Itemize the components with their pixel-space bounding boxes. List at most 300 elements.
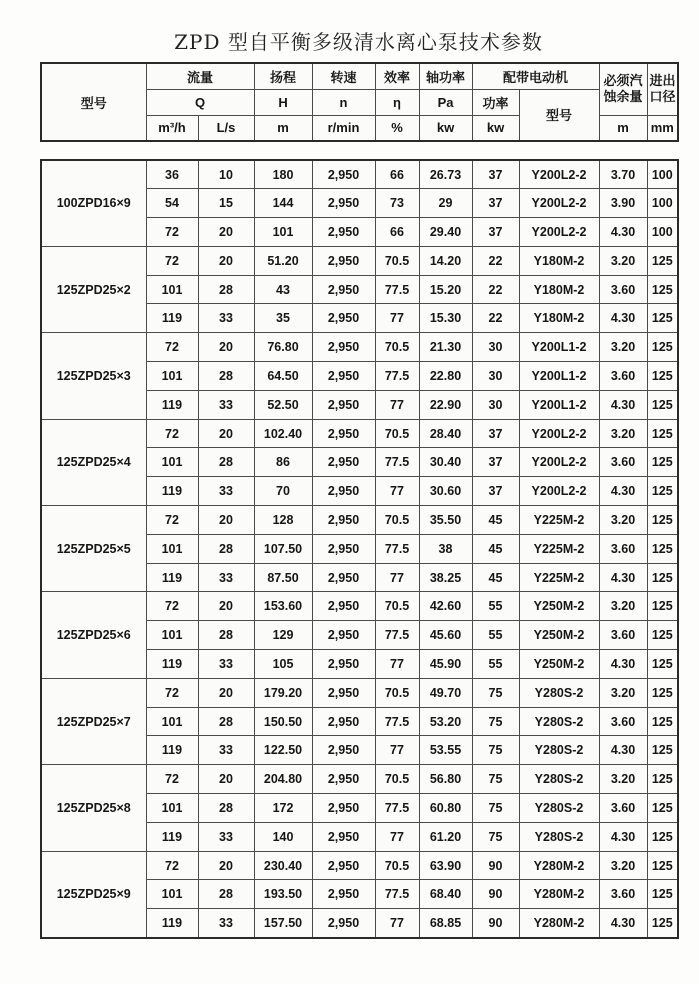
efficiency-cell: 77 — [375, 736, 419, 765]
motor-model-cell: Y280S-2 — [519, 794, 599, 823]
efficiency-cell: 77.5 — [375, 362, 419, 391]
header-efficiency: 效率 — [375, 63, 419, 89]
header-head-unit: m — [254, 115, 312, 141]
header-flow-unit-m3h: m³/h — [146, 115, 198, 141]
motor-model-cell: Y200L2-2 — [519, 160, 599, 189]
port-cell: 125 — [647, 275, 678, 304]
efficiency-cell: 73 — [375, 189, 419, 218]
shaft-power-cell: 60.80 — [419, 794, 472, 823]
speed-cell: 2,950 — [312, 160, 375, 189]
flow-m3h-cell: 72 — [146, 333, 198, 362]
motor-model-cell: Y200L1-2 — [519, 390, 599, 419]
port-cell: 125 — [647, 678, 678, 707]
flow-ls-cell: 28 — [198, 794, 254, 823]
motor-model-cell: Y250M-2 — [519, 592, 599, 621]
speed-cell: 2,950 — [312, 362, 375, 391]
pump-table-body — [40, 159, 679, 939]
shaft-power-cell: 45.90 — [419, 650, 472, 679]
header-port — [647, 63, 678, 115]
motor-power-cell: 45 — [472, 534, 519, 563]
efficiency-cell: 77 — [375, 563, 419, 592]
motor-power-cell: 75 — [472, 765, 519, 794]
flow-m3h-cell: 101 — [146, 880, 198, 909]
shaft-power-cell: 30.40 — [419, 448, 472, 477]
flow-m3h-cell: 72 — [146, 678, 198, 707]
flow-m3h-cell: 119 — [146, 304, 198, 333]
efficiency-cell: 77 — [375, 390, 419, 419]
flow-ls-cell: 28 — [198, 275, 254, 304]
motor-model-cell: Y280S-2 — [519, 765, 599, 794]
npsh-cell: 3.20 — [599, 506, 647, 535]
table-row — [41, 765, 678, 794]
efficiency-cell: 77.5 — [375, 534, 419, 563]
head-cell: 150.50 — [254, 707, 312, 736]
efficiency-cell: 77.5 — [375, 707, 419, 736]
shaft-power-cell: 14.20 — [419, 246, 472, 275]
pump-model-cell: 125ZPD25×5 — [41, 506, 146, 592]
efficiency-cell: 70.5 — [375, 592, 419, 621]
speed-cell: 2,950 — [312, 765, 375, 794]
shaft-power-cell: 68.85 — [419, 909, 472, 938]
head-cell: 101 — [254, 218, 312, 247]
motor-power-cell: 22 — [472, 275, 519, 304]
head-cell: 157.50 — [254, 909, 312, 938]
shaft-power-cell: 35.50 — [419, 506, 472, 535]
motor-model-cell: Y280S-2 — [519, 736, 599, 765]
motor-power-cell: 75 — [472, 707, 519, 736]
flow-m3h-cell: 101 — [146, 534, 198, 563]
head-cell: 172 — [254, 794, 312, 823]
efficiency-cell: 77.5 — [375, 794, 419, 823]
port-cell: 125 — [647, 592, 678, 621]
header-npsh-line1: 必须汽 — [603, 73, 643, 88]
motor-power-cell: 37 — [472, 448, 519, 477]
speed-cell: 2,950 — [312, 592, 375, 621]
flow-m3h-cell: 101 — [146, 707, 198, 736]
port-cell: 125 — [647, 246, 678, 275]
shaft-power-cell: 26.73 — [419, 160, 472, 189]
port-cell: 125 — [647, 506, 678, 535]
efficiency-cell: 77 — [375, 909, 419, 938]
speed-cell: 2,950 — [312, 333, 375, 362]
shaft-power-cell: 49.70 — [419, 678, 472, 707]
speed-cell: 2,950 — [312, 909, 375, 938]
npsh-cell: 3.60 — [599, 880, 647, 909]
npsh-cell: 3.70 — [599, 160, 647, 189]
motor-power-cell: 55 — [472, 650, 519, 679]
port-cell: 125 — [647, 851, 678, 880]
npsh-cell: 3.60 — [599, 275, 647, 304]
head-cell: 230.40 — [254, 851, 312, 880]
table-row — [41, 506, 678, 535]
flow-ls-cell: 15 — [198, 189, 254, 218]
head-cell: 86 — [254, 448, 312, 477]
motor-power-cell: 30 — [472, 362, 519, 391]
flow-ls-cell: 20 — [198, 333, 254, 362]
flow-ls-cell: 33 — [198, 909, 254, 938]
motor-power-cell: 30 — [472, 390, 519, 419]
shaft-power-cell: 45.60 — [419, 621, 472, 650]
head-cell: 122.50 — [254, 736, 312, 765]
head-cell: 51.20 — [254, 246, 312, 275]
head-cell: 52.50 — [254, 390, 312, 419]
speed-cell: 2,950 — [312, 621, 375, 650]
page-title: ZPD 型自平衡多级清水离心泵技术参数 — [174, 30, 543, 54]
pump-model-cell: 125ZPD25×2 — [41, 246, 146, 332]
head-cell: 204.80 — [254, 765, 312, 794]
npsh-cell: 3.60 — [599, 362, 647, 391]
npsh-cell: 3.60 — [599, 534, 647, 563]
efficiency-cell: 77 — [375, 822, 419, 851]
speed-cell: 2,950 — [312, 419, 375, 448]
motor-power-cell: 30 — [472, 333, 519, 362]
head-cell: 76.80 — [254, 333, 312, 362]
shaft-power-cell: 38 — [419, 534, 472, 563]
flow-m3h-cell: 72 — [146, 506, 198, 535]
port-cell: 125 — [647, 650, 678, 679]
flow-m3h-cell: 72 — [146, 246, 198, 275]
flow-ls-cell: 33 — [198, 822, 254, 851]
flow-ls-cell: 20 — [198, 506, 254, 535]
head-cell: 105 — [254, 650, 312, 679]
efficiency-cell: 70.5 — [375, 678, 419, 707]
speed-cell: 2,950 — [312, 477, 375, 506]
speed-cell: 2,950 — [312, 563, 375, 592]
header-flow-unit-ls: L/s — [198, 115, 254, 141]
efficiency-cell: 70.5 — [375, 765, 419, 794]
speed-cell: 2,950 — [312, 506, 375, 535]
flow-ls-cell: 20 — [198, 218, 254, 247]
shaft-power-cell: 22.80 — [419, 362, 472, 391]
motor-model-cell: Y200L2-2 — [519, 189, 599, 218]
flow-ls-cell: 33 — [198, 390, 254, 419]
head-cell: 64.50 — [254, 362, 312, 391]
npsh-cell: 3.90 — [599, 189, 647, 218]
motor-model-cell: Y200L2-2 — [519, 448, 599, 477]
header-speed-unit: r/min — [312, 115, 375, 141]
head-cell: 107.50 — [254, 534, 312, 563]
flow-ls-cell: 10 — [198, 160, 254, 189]
motor-power-cell: 37 — [472, 477, 519, 506]
motor-power-cell: 55 — [472, 592, 519, 621]
flow-m3h-cell: 36 — [146, 160, 198, 189]
npsh-cell: 3.60 — [599, 707, 647, 736]
speed-cell: 2,950 — [312, 650, 375, 679]
shaft-power-cell: 21.30 — [419, 333, 472, 362]
header-motor-power-unit: kw — [472, 115, 519, 141]
npsh-cell: 3.60 — [599, 794, 647, 823]
motor-power-cell: 22 — [472, 246, 519, 275]
motor-model-cell: Y180M-2 — [519, 304, 599, 333]
head-cell: 87.50 — [254, 563, 312, 592]
flow-m3h-cell: 101 — [146, 794, 198, 823]
head-cell: 102.40 — [254, 419, 312, 448]
npsh-cell: 4.30 — [599, 563, 647, 592]
efficiency-cell: 66 — [375, 218, 419, 247]
flow-m3h-cell: 119 — [146, 822, 198, 851]
efficiency-cell: 77.5 — [375, 448, 419, 477]
flow-m3h-cell: 101 — [146, 275, 198, 304]
flow-m3h-cell: 72 — [146, 218, 198, 247]
npsh-cell: 3.20 — [599, 333, 647, 362]
port-cell: 125 — [647, 390, 678, 419]
speed-cell: 2,950 — [312, 736, 375, 765]
efficiency-cell: 77.5 — [375, 880, 419, 909]
efficiency-cell: 77 — [375, 304, 419, 333]
efficiency-cell: 70.5 — [375, 506, 419, 535]
port-cell: 125 — [647, 333, 678, 362]
table-row — [41, 592, 678, 621]
efficiency-cell: 77 — [375, 650, 419, 679]
npsh-cell: 4.30 — [599, 477, 647, 506]
motor-power-cell: 75 — [472, 678, 519, 707]
flow-ls-cell: 20 — [198, 419, 254, 448]
flow-m3h-cell: 119 — [146, 563, 198, 592]
pump-model-cell: 100ZPD16×9 — [41, 160, 146, 246]
speed-cell: 2,950 — [312, 534, 375, 563]
motor-model-cell: Y200L1-2 — [519, 333, 599, 362]
motor-power-cell: 37 — [472, 160, 519, 189]
header-motor-model: 型号 — [519, 89, 599, 141]
flow-m3h-cell: 72 — [146, 765, 198, 794]
flow-m3h-cell: 54 — [146, 189, 198, 218]
speed-cell: 2,950 — [312, 707, 375, 736]
table-row — [41, 851, 678, 880]
flow-m3h-cell: 101 — [146, 621, 198, 650]
pump-table-header — [40, 62, 679, 142]
shaft-power-cell: 38.25 — [419, 563, 472, 592]
npsh-cell: 3.20 — [599, 592, 647, 621]
motor-model-cell: Y280S-2 — [519, 707, 599, 736]
npsh-cell: 3.60 — [599, 621, 647, 650]
shaft-power-cell: 29.40 — [419, 218, 472, 247]
shaft-power-cell: 30.60 — [419, 477, 472, 506]
head-cell: 180 — [254, 160, 312, 189]
header-port-line1: 进出 — [649, 73, 676, 88]
motor-power-cell: 75 — [472, 736, 519, 765]
efficiency-cell: 70.5 — [375, 246, 419, 275]
npsh-cell: 3.20 — [599, 765, 647, 794]
npsh-cell: 4.30 — [599, 736, 647, 765]
flow-m3h-cell: 72 — [146, 592, 198, 621]
motor-model-cell: Y200L2-2 — [519, 419, 599, 448]
port-cell: 125 — [647, 707, 678, 736]
motor-model-cell: Y200L2-2 — [519, 477, 599, 506]
flow-ls-cell: 33 — [198, 304, 254, 333]
header-head-symbol: H — [254, 89, 312, 115]
header-npsh-unit: m — [599, 115, 647, 141]
pump-model-cell: 125ZPD25×4 — [41, 419, 146, 505]
table-row — [41, 160, 678, 189]
motor-power-cell: 37 — [472, 218, 519, 247]
port-cell: 125 — [647, 304, 678, 333]
head-cell: 193.50 — [254, 880, 312, 909]
port-cell: 100 — [647, 218, 678, 247]
head-cell: 70 — [254, 477, 312, 506]
port-cell: 125 — [647, 621, 678, 650]
motor-power-cell: 37 — [472, 419, 519, 448]
pump-model-cell: 125ZPD25×8 — [41, 765, 146, 851]
head-cell: 140 — [254, 822, 312, 851]
port-cell: 125 — [647, 822, 678, 851]
table-row — [41, 678, 678, 707]
motor-power-cell: 45 — [472, 506, 519, 535]
speed-cell: 2,950 — [312, 390, 375, 419]
pump-model-cell: 125ZPD25×3 — [41, 333, 146, 419]
flow-ls-cell: 20 — [198, 246, 254, 275]
header-port-unit: mm — [647, 115, 678, 141]
motor-model-cell: Y250M-2 — [519, 650, 599, 679]
speed-cell: 2,950 — [312, 448, 375, 477]
motor-power-cell: 37 — [472, 189, 519, 218]
npsh-cell: 4.30 — [599, 390, 647, 419]
pump-model-cell: 125ZPD25×9 — [41, 851, 146, 937]
motor-model-cell: Y225M-2 — [519, 534, 599, 563]
flow-m3h-cell: 72 — [146, 419, 198, 448]
flow-ls-cell: 28 — [198, 448, 254, 477]
pump-model-cell: 125ZPD25×6 — [41, 592, 146, 678]
flow-m3h-cell: 119 — [146, 909, 198, 938]
header-model: 型号 — [41, 63, 146, 141]
motor-model-cell: Y225M-2 — [519, 563, 599, 592]
speed-cell: 2,950 — [312, 880, 375, 909]
motor-power-cell: 75 — [472, 822, 519, 851]
head-cell: 153.60 — [254, 592, 312, 621]
npsh-cell: 3.20 — [599, 678, 647, 707]
flow-ls-cell: 33 — [198, 650, 254, 679]
table-row — [41, 246, 678, 275]
header-efficiency-unit: % — [375, 115, 419, 141]
shaft-power-cell: 22.90 — [419, 390, 472, 419]
port-cell: 125 — [647, 563, 678, 592]
efficiency-cell: 77.5 — [375, 621, 419, 650]
flow-ls-cell: 20 — [198, 765, 254, 794]
motor-model-cell: Y280M-2 — [519, 851, 599, 880]
efficiency-cell: 70.5 — [375, 851, 419, 880]
header-motor: 配带电动机 — [472, 63, 599, 89]
flow-m3h-cell: 119 — [146, 390, 198, 419]
motor-power-cell: 75 — [472, 794, 519, 823]
port-cell: 125 — [647, 419, 678, 448]
motor-model-cell: Y250M-2 — [519, 621, 599, 650]
flow-m3h-cell: 119 — [146, 736, 198, 765]
shaft-power-cell: 28.40 — [419, 419, 472, 448]
header-port-line2: 口径 — [649, 89, 676, 105]
shaft-power-cell: 63.90 — [419, 851, 472, 880]
flow-m3h-cell: 72 — [146, 851, 198, 880]
head-cell: 35 — [254, 304, 312, 333]
flow-m3h-cell: 119 — [146, 650, 198, 679]
header-npsh-line2: 蚀余量 — [603, 89, 643, 105]
header-shaft-power-unit: kw — [419, 115, 472, 141]
flow-ls-cell: 33 — [198, 736, 254, 765]
header-speed-symbol: n — [312, 89, 375, 115]
motor-power-cell: 90 — [472, 851, 519, 880]
header-flow-symbol: Q — [146, 89, 254, 115]
head-cell: 144 — [254, 189, 312, 218]
port-cell: 125 — [647, 362, 678, 391]
flow-m3h-cell: 101 — [146, 362, 198, 391]
speed-cell: 2,950 — [312, 794, 375, 823]
motor-power-cell: 22 — [472, 304, 519, 333]
motor-model-cell: Y200L1-2 — [519, 362, 599, 391]
flow-m3h-cell: 119 — [146, 477, 198, 506]
shaft-power-cell: 15.20 — [419, 275, 472, 304]
shaft-power-cell: 42.60 — [419, 592, 472, 621]
port-cell: 125 — [647, 736, 678, 765]
header-flow: 流量 — [146, 63, 254, 89]
header-motor-power: 功率 — [472, 89, 519, 115]
header-speed: 转速 — [312, 63, 375, 89]
header-shaft-power-symbol: Pa — [419, 89, 472, 115]
efficiency-cell: 66 — [375, 160, 419, 189]
speed-cell: 2,950 — [312, 822, 375, 851]
pump-model-cell: 125ZPD25×7 — [41, 678, 146, 764]
flow-ls-cell: 28 — [198, 707, 254, 736]
npsh-cell: 4.30 — [599, 304, 647, 333]
flow-ls-cell: 28 — [198, 534, 254, 563]
table-row — [41, 419, 678, 448]
speed-cell: 2,950 — [312, 678, 375, 707]
motor-model-cell: Y180M-2 — [519, 246, 599, 275]
header-shaft-power: 轴功率 — [419, 63, 472, 89]
speed-cell: 2,950 — [312, 246, 375, 275]
shaft-power-cell: 53.20 — [419, 707, 472, 736]
efficiency-cell: 77.5 — [375, 275, 419, 304]
shaft-power-cell: 53.55 — [419, 736, 472, 765]
head-cell: 179.20 — [254, 678, 312, 707]
speed-cell: 2,950 — [312, 851, 375, 880]
header-npsh — [599, 63, 647, 115]
header-head: 扬程 — [254, 63, 312, 89]
flow-ls-cell: 33 — [198, 477, 254, 506]
motor-model-cell: Y225M-2 — [519, 506, 599, 535]
motor-model-cell: Y280S-2 — [519, 678, 599, 707]
motor-model-cell: Y280S-2 — [519, 822, 599, 851]
npsh-cell: 3.20 — [599, 851, 647, 880]
port-cell: 100 — [647, 189, 678, 218]
efficiency-cell: 77 — [375, 477, 419, 506]
speed-cell: 2,950 — [312, 304, 375, 333]
motor-power-cell: 45 — [472, 563, 519, 592]
speed-cell: 2,950 — [312, 218, 375, 247]
port-cell: 125 — [647, 534, 678, 563]
flow-ls-cell: 33 — [198, 563, 254, 592]
head-cell: 129 — [254, 621, 312, 650]
port-cell: 100 — [647, 160, 678, 189]
motor-model-cell: Y280M-2 — [519, 909, 599, 938]
efficiency-cell: 70.5 — [375, 333, 419, 362]
flow-ls-cell: 28 — [198, 362, 254, 391]
flow-m3h-cell: 101 — [146, 448, 198, 477]
port-cell: 125 — [647, 765, 678, 794]
port-cell: 125 — [647, 880, 678, 909]
shaft-power-cell: 29 — [419, 189, 472, 218]
shaft-power-cell: 15.30 — [419, 304, 472, 333]
speed-cell: 2,950 — [312, 189, 375, 218]
shaft-power-cell: 68.40 — [419, 880, 472, 909]
port-cell: 125 — [647, 477, 678, 506]
motor-power-cell: 90 — [472, 909, 519, 938]
motor-power-cell: 90 — [472, 880, 519, 909]
motor-model-cell: Y200L2-2 — [519, 218, 599, 247]
shaft-power-cell: 56.80 — [419, 765, 472, 794]
flow-ls-cell: 28 — [198, 621, 254, 650]
flow-ls-cell: 20 — [198, 851, 254, 880]
npsh-cell: 4.30 — [599, 822, 647, 851]
motor-power-cell: 55 — [472, 621, 519, 650]
efficiency-cell: 70.5 — [375, 419, 419, 448]
